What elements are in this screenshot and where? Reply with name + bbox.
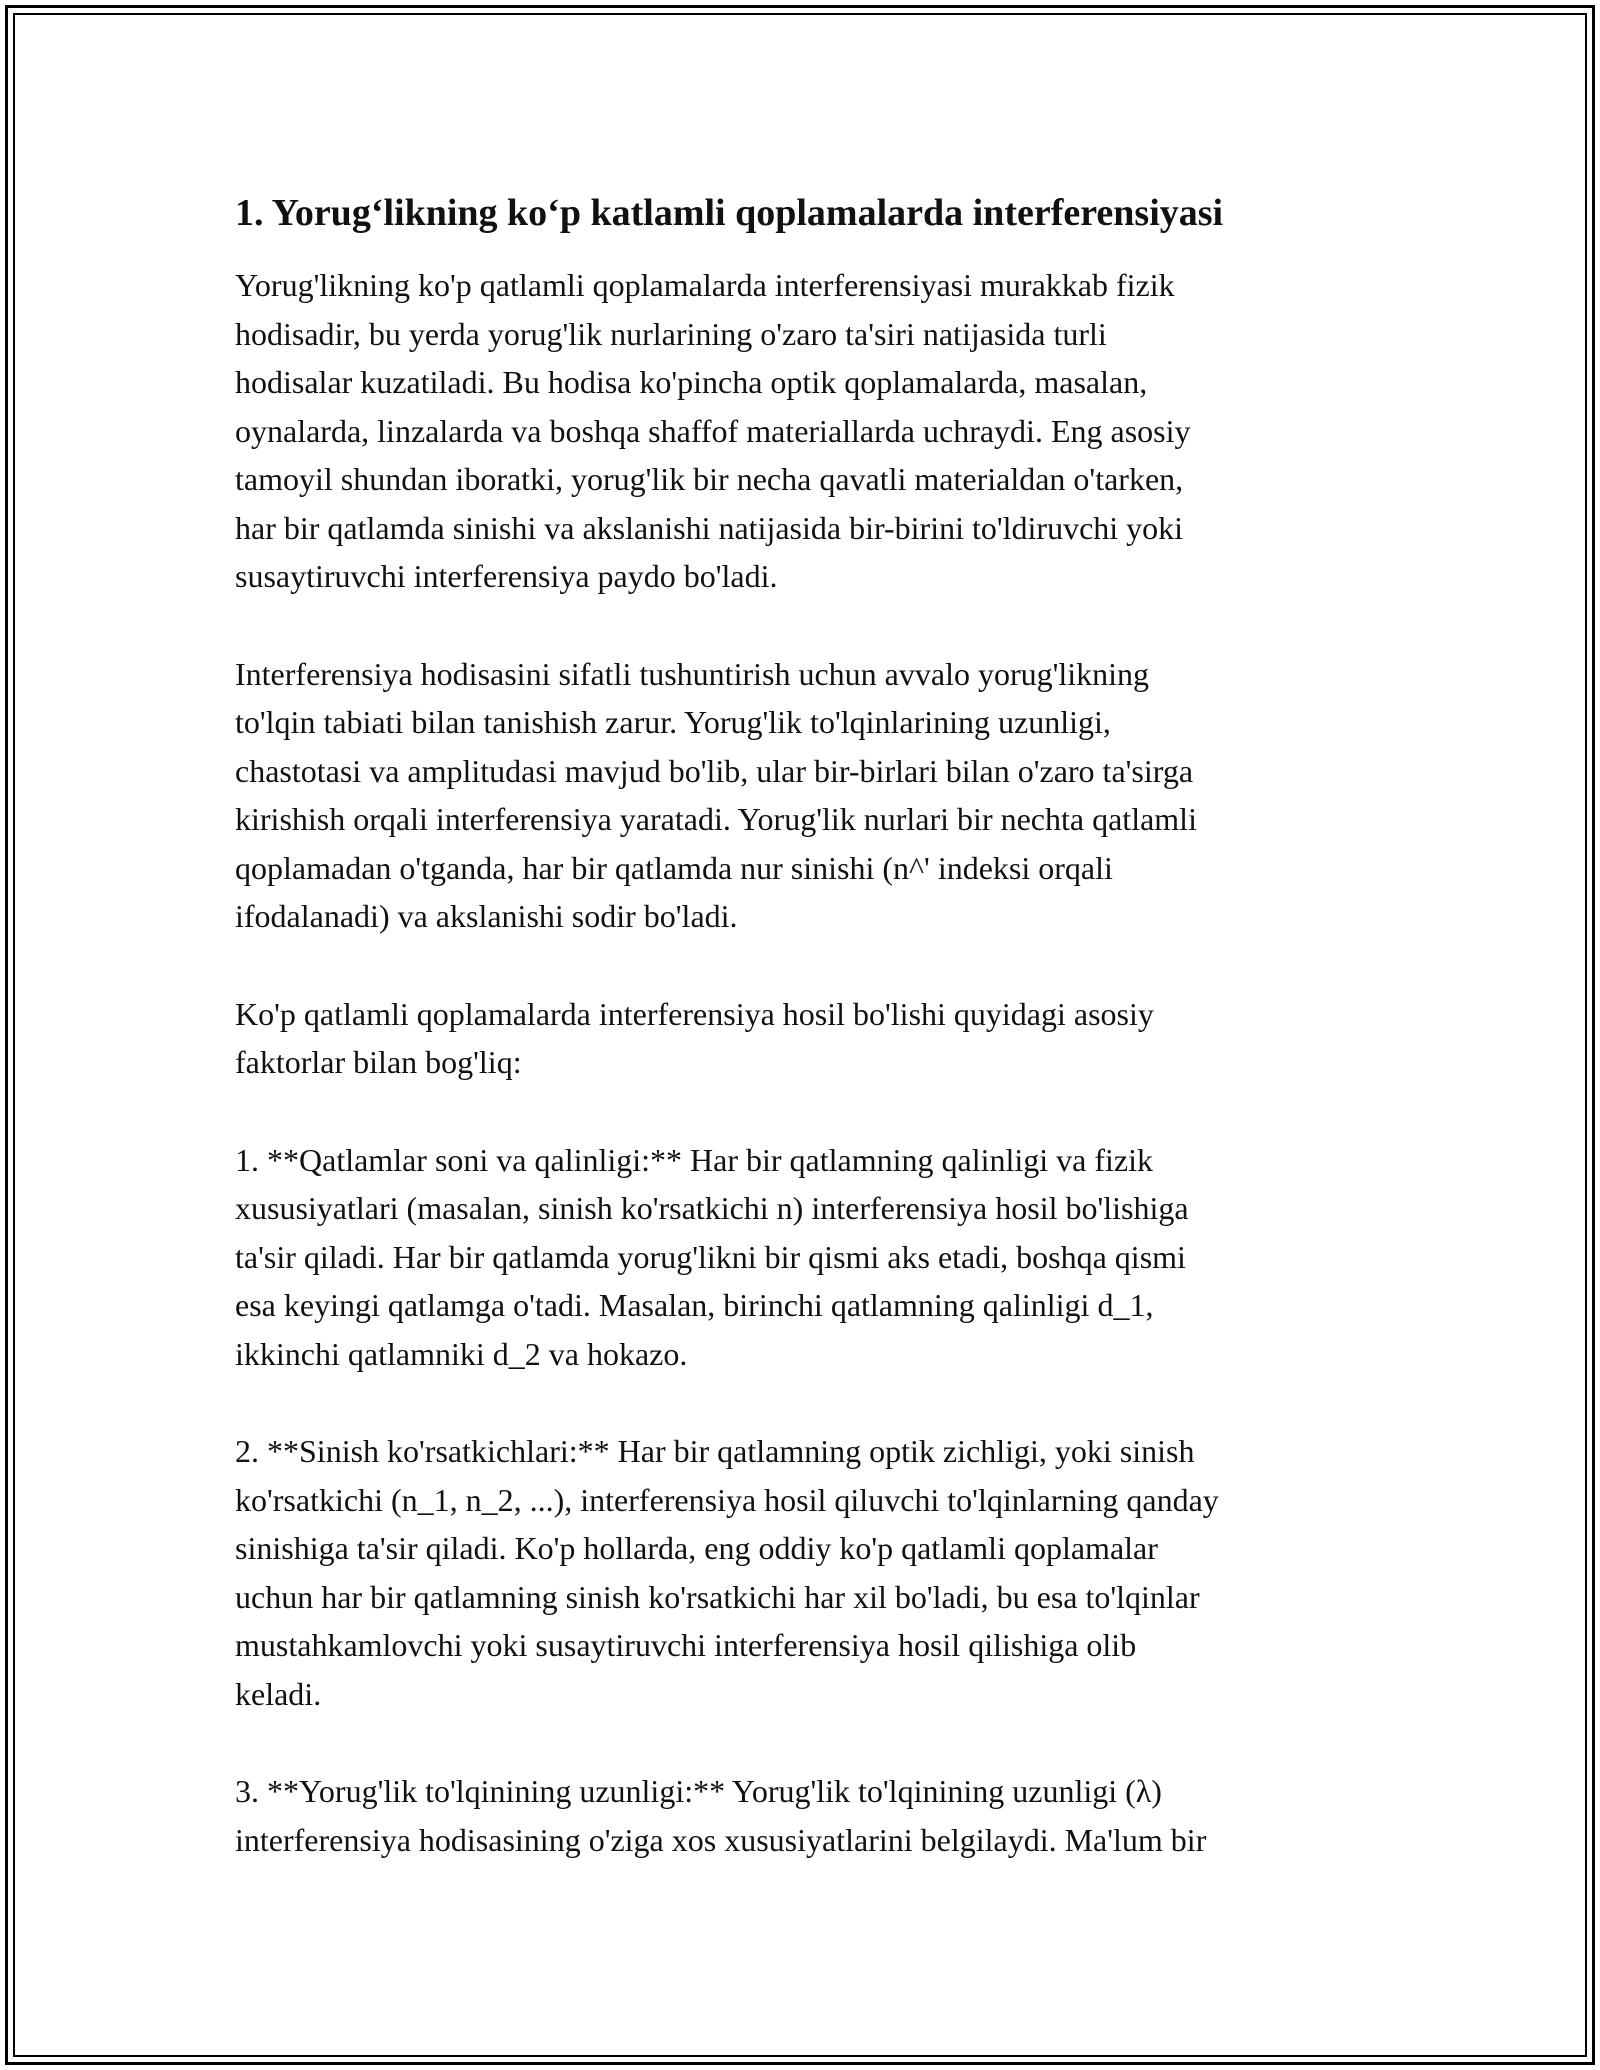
document-body (235, 185, 1385, 1913)
paragraph-wave-nature: Interferensiya hodisasini sifatli tushuntirish uchun avvalo yorug'likning to'lqin tabiati bilan tanishish zarur. Yorug'lik to'lqinlarining uzunligi, chastotasi va amplitudasi mavjud bo'lib, ular bir-birlari bilan o'zaro ta'sirga kirishish orqali interferensiya yaratadi. Yorug'lik nurlari bir nechta qatlamli qoplamadan o'tganda, har bir qatlamda nur sinishi (n^' indeksi orqali ifodalanadi) va akslanishi sodir bo'ladi. (235, 655, 1197, 934)
list-item-refractive-indices: 2. **Sinish ko'rsatkichlari:** Har bir qatlamning optik zichligi, yoki sinish ko'rsatkichi (n_1, n_2, ...), interferensiya hosil qiluvchi to'lqinlarning qanday sinishiga ta'sir qiladi. Ko'p hollarda, eng oddiy ko'p qatlamli qoplamalar uchun har bir qatlamning sinish ko'rsatkichi har xil bo'ladi, bu esa to'lqinlar mustahkamlovchi yoki susaytiruvchi interferensiya hosil qilishiga olib keladi. (235, 1433, 1219, 1712)
list-item-wavelength: 3. **Yorug'lik to'lqinining uzunligi:** Yorug'lik to'lqinining uzunligi (λ) interferensiya hodisasining o'ziga xos xususiyatlarini belgilaydi. Ma'lum bir (235, 1773, 1207, 1858)
paragraph-intro: Yorug'likning ko'p qatlamli qoplamalarda interferensiyasi murakkab fizik hodisadir, bu yerda yorug'lik nurlarining o'zaro ta'siri natijasida turli hodisalar kuzatiladi. Bu hodisa ko'pincha optik qoplamalarda, masalan, oynalarda, linzalarda va boshqa shaffof materiallarda uchraydi. Eng asosiy tamoyil shundan iboratki, yorug'lik bir necha qavatli materialdan o'tarken, har bir qatlamda sinishi va akslanishi natijasida bir-birini to'ldiruvchi yoki susaytiruvchi interferensiya paydo bo'ladi. (235, 267, 1191, 594)
list-item-layers: 1. **Qatlamlar soni va qalinligi:** Har bir qatlamning qalinligi va fizik xususiyatlari (masalan, sinish ko'rsatkichi n) interferensiya hosil bo'lishiga ta'sir qiladi. Har bir qatlamda yorug'likni bir qismi aks etadi, boshqa qismi esa keyingi qatlamga o'tadi. Masalan, birinchi qatlamning qalinligi d_1, ikkinchi qatlamniki d_2 va hokazo. (235, 1141, 1189, 1372)
page-title: 1. Yorug‘likning ko‘p katlamli qoplamalarda interferensiyasi (235, 192, 1224, 234)
paragraph-factors-intro: Ko'p qatlamli qoplamalarda interferensiya hosil bo'lishi quyidagi asosiy faktorlar bilan bog'liq: (235, 995, 1154, 1080)
